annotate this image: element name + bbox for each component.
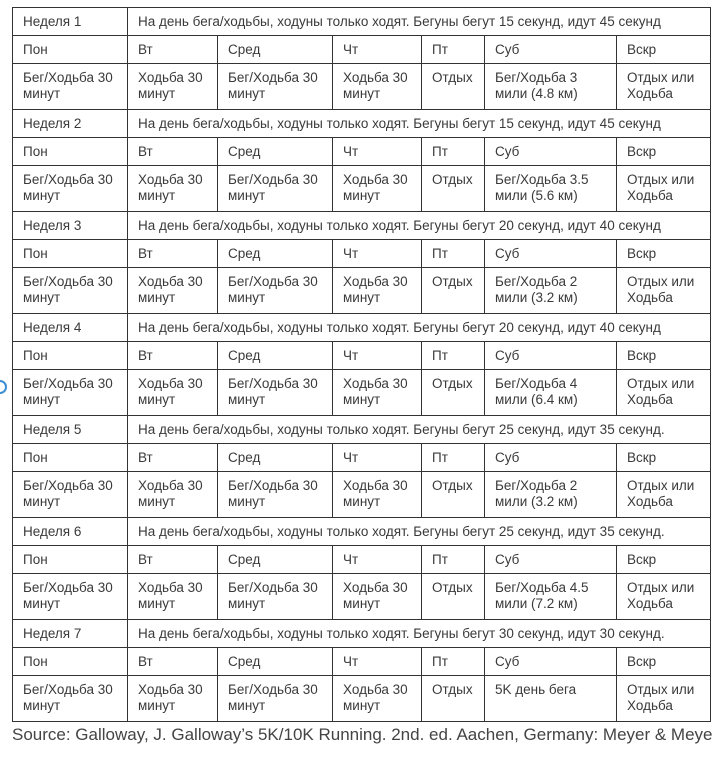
day-names-row: [13, 444, 711, 472]
day-name-cell: Сред: [218, 444, 333, 472]
day-name-cell: Суб: [485, 36, 617, 64]
activity-cell: Бег/Ходьба 30 минут: [13, 166, 128, 212]
week-header-row: [13, 110, 711, 138]
activity-cell: Ходьба 30 минут: [333, 166, 422, 212]
day-name-cell: Пт: [422, 240, 485, 268]
day-name-cell: Сред: [218, 546, 333, 574]
day-name-cell: Пт: [422, 546, 485, 574]
day-name-cell: Чт: [333, 138, 422, 166]
day-name-cell: Суб: [485, 444, 617, 472]
activity-cell: Ходьба 30 минут: [333, 472, 422, 518]
week-label: Неделя 2: [13, 110, 128, 138]
activity-cell: Бег/Ходьба 30 минут: [218, 166, 333, 212]
activity-cell: Бег/Ходьба 30 минут: [13, 268, 128, 314]
week-header-row: [13, 620, 711, 648]
day-name-cell: Чт: [333, 342, 422, 370]
activity-cell: Бег/Ходьба 30 минут: [218, 676, 333, 722]
activity-cell: Ходьба 30 минут: [333, 574, 422, 620]
activity-cell: Бег/Ходьба 2 мили (3.2 км): [485, 268, 617, 314]
day-name-cell: Суб: [485, 240, 617, 268]
day-name-cell: Сред: [218, 342, 333, 370]
day-name-cell: Чт: [333, 444, 422, 472]
day-name-cell: Пт: [422, 36, 485, 64]
day-name-cell: Вт: [128, 546, 218, 574]
day-name-cell: Сред: [218, 138, 333, 166]
activity-cell: Бег/Ходьба 30 минут: [218, 370, 333, 416]
activity-cell: Отдых или Ходьба: [617, 268, 711, 314]
day-name-cell: Вскр: [617, 546, 711, 574]
day-name-cell: Чт: [333, 36, 422, 64]
day-name-cell: Пон: [13, 546, 128, 574]
day-name-cell: Вскр: [617, 342, 711, 370]
week-header-row: [13, 212, 711, 240]
day-name-cell: Пт: [422, 648, 485, 676]
activity-cell: Ходьба 30 минут: [128, 676, 218, 722]
day-name-cell: Вт: [128, 444, 218, 472]
day-name-cell: Суб: [485, 546, 617, 574]
activity-cell: Бег/Ходьба 30 минут: [218, 64, 333, 110]
week-label: Неделя 3: [13, 212, 128, 240]
week-note: На день бега/ходьбы, ходуны только ходят. Бегуны бегут 20 секунд, идут 40 секунд: [128, 314, 711, 342]
activity-cell: Отдых: [422, 472, 485, 518]
day-name-cell: Чт: [333, 240, 422, 268]
day-name-cell: Вт: [128, 138, 218, 166]
week-header-row: [13, 8, 711, 36]
activity-cell: Ходьба 30 минут: [128, 166, 218, 212]
activities-row: [13, 676, 711, 722]
activities-row: [13, 574, 711, 620]
activity-cell: Отдых: [422, 268, 485, 314]
day-name-cell: Суб: [485, 342, 617, 370]
day-name-cell: Вт: [128, 240, 218, 268]
day-name-cell: Вскр: [617, 138, 711, 166]
activity-cell: Ходьба 30 минут: [333, 370, 422, 416]
activity-cell: Бег/Ходьба 30 минут: [13, 64, 128, 110]
day-name-cell: Суб: [485, 648, 617, 676]
activity-cell: Бег/Ходьба 3.5 мили (5.6 км): [485, 166, 617, 212]
day-name-cell: Пон: [13, 342, 128, 370]
day-name-cell: Пон: [13, 444, 128, 472]
activity-cell: Бег/Ходьба 3 мили (4.8 км): [485, 64, 617, 110]
day-name-cell: Вскр: [617, 648, 711, 676]
day-name-cell: Вт: [128, 36, 218, 64]
activity-cell: Ходьба 30 минут: [128, 472, 218, 518]
day-name-cell: Пон: [13, 240, 128, 268]
activity-cell: Отдых или Ходьба: [617, 166, 711, 212]
day-name-cell: Пт: [422, 342, 485, 370]
week-label: Неделя 4: [13, 314, 128, 342]
day-name-cell: Чт: [333, 546, 422, 574]
day-names-row: [13, 240, 711, 268]
day-name-cell: Чт: [333, 648, 422, 676]
day-name-cell: Суб: [485, 138, 617, 166]
activity-cell: 5K день бега: [485, 676, 617, 722]
day-names-row: [13, 648, 711, 676]
day-name-cell: Сред: [218, 240, 333, 268]
activities-row: [13, 370, 711, 416]
activity-cell: Бег/Ходьба 30 минут: [218, 268, 333, 314]
activity-cell: Отдых: [422, 64, 485, 110]
activity-cell: Отдых: [422, 676, 485, 722]
day-name-cell: Вскр: [617, 36, 711, 64]
week-note: На день бега/ходьбы, ходуны только ходят. Бегуны бегут 30 секунд, идут 30 секунд.: [128, 620, 711, 648]
day-names-row: [13, 36, 711, 64]
activity-cell: Отдых: [422, 166, 485, 212]
activity-cell: Ходьба 30 минут: [128, 64, 218, 110]
activity-cell: Отдых: [422, 574, 485, 620]
activity-cell: Ходьба 30 минут: [128, 574, 218, 620]
week-header-row: [13, 314, 711, 342]
week-note: На день бега/ходьбы, ходуны только ходят. Бегуны бегут 15 секунд, идут 45 секунд: [128, 8, 711, 36]
week-label: Неделя 1: [13, 8, 128, 36]
day-name-cell: Сред: [218, 36, 333, 64]
activity-cell: Бег/Ходьба 4 мили (6.4 км): [485, 370, 617, 416]
day-name-cell: Пон: [13, 36, 128, 64]
week-note: На день бега/ходьбы, ходуны только ходят. Бегуны бегут 20 секунд, идут 40 секунд: [128, 212, 711, 240]
day-name-cell: Пон: [13, 138, 128, 166]
week-note: На день бега/ходьбы, ходуны только ходят. Бегуны бегут 25 секунд, идут 35 секунд.: [128, 416, 711, 444]
training-plan-body: [13, 8, 711, 722]
activity-cell: Ходьба 30 минут: [333, 268, 422, 314]
week-label: Неделя 7: [13, 620, 128, 648]
day-names-row: [13, 342, 711, 370]
activity-cell: Отдых или Ходьба: [617, 574, 711, 620]
activity-cell: Отдых или Ходьба: [617, 676, 711, 722]
week-label: Неделя 6: [13, 518, 128, 546]
activity-cell: Отдых или Ходьба: [617, 472, 711, 518]
training-plan-document: [12, 7, 713, 745]
activities-row: [13, 64, 711, 110]
activity-cell: Ходьба 30 минут: [128, 370, 218, 416]
day-name-cell: Пт: [422, 444, 485, 472]
week-label: Неделя 5: [13, 416, 128, 444]
activities-row: [13, 166, 711, 212]
activity-cell: Бег/Ходьба 30 минут: [13, 472, 128, 518]
activity-cell: Бег/Ходьба 30 минут: [13, 370, 128, 416]
activities-row: [13, 472, 711, 518]
activity-cell: Ходьба 30 минут: [333, 64, 422, 110]
activity-cell: Бег/Ходьба 4.5 мили (7.2 км): [485, 574, 617, 620]
source-citation: Source: Galloway, J. Galloway’s 5K/10K Running. 2nd. ed. Aachen, Germany: Meyer & Meye: [12, 725, 713, 744]
day-name-cell: Вскр: [617, 240, 711, 268]
day-name-cell: Пон: [13, 648, 128, 676]
day-name-cell: Сред: [218, 648, 333, 676]
activity-cell: Отдых: [422, 370, 485, 416]
edge-circle-icon[interactable]: [0, 380, 7, 394]
day-names-row: [13, 138, 711, 166]
day-name-cell: Вт: [128, 648, 218, 676]
activity-cell: Бег/Ходьба 30 минут: [218, 574, 333, 620]
week-note: На день бега/ходьбы, ходуны только ходят. Бегуны бегут 25 секунд, идут 35 секунд.: [128, 518, 711, 546]
week-header-row: [13, 416, 711, 444]
activity-cell: Бег/Ходьба 30 минут: [13, 574, 128, 620]
day-name-cell: Вт: [128, 342, 218, 370]
activity-cell: Отдых или Ходьба: [617, 370, 711, 416]
day-names-row: [13, 546, 711, 574]
day-name-cell: Вскр: [617, 444, 711, 472]
day-name-cell: Пт: [422, 138, 485, 166]
activity-cell: Бег/Ходьба 2 мили (3.2 км): [485, 472, 617, 518]
activity-cell: Бег/Ходьба 30 минут: [218, 472, 333, 518]
training-plan-table: [12, 7, 711, 722]
activity-cell: Ходьба 30 минут: [128, 268, 218, 314]
activities-row: [13, 268, 711, 314]
activity-cell: Отдых или Ходьба: [617, 64, 711, 110]
week-header-row: [13, 518, 711, 546]
activity-cell: Бег/Ходьба 30 минут: [13, 676, 128, 722]
activity-cell: Ходьба 30 минут: [333, 676, 422, 722]
week-note: На день бега/ходьбы, ходуны только ходят. Бегуны бегут 15 секунд, идут 45 секунд: [128, 110, 711, 138]
